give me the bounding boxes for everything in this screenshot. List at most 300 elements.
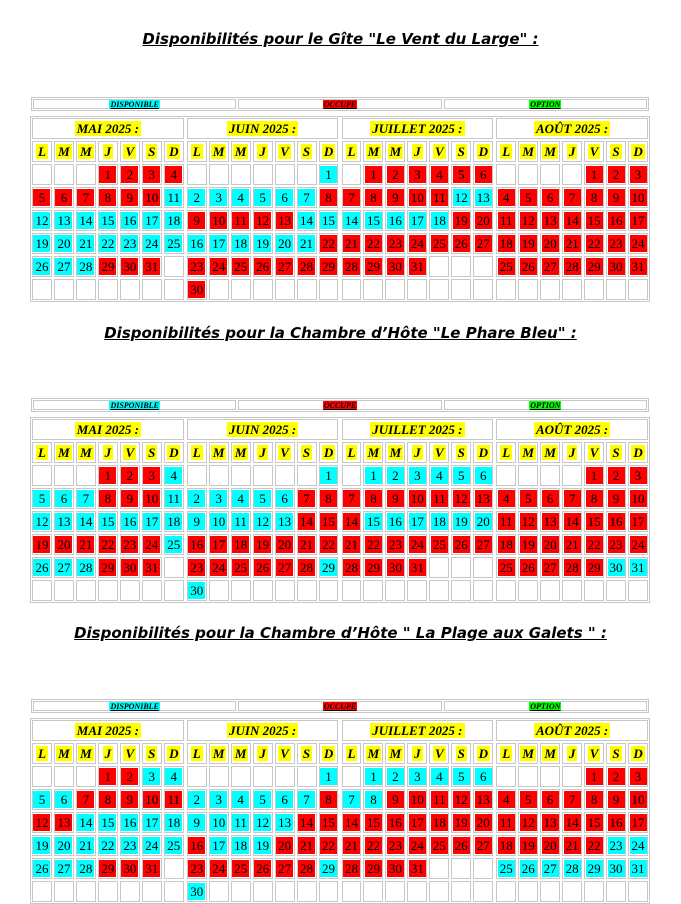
day-booked: 28 [344,259,358,274]
weekday-label: V [280,746,289,761]
day-available: 27 [57,560,71,575]
weekday-label: M [522,144,534,159]
day-cell [54,511,74,532]
day-cell [496,233,516,254]
day-cell [297,210,317,231]
day-available: 5 [254,490,271,507]
weekday-header [518,442,538,463]
day-booked: 7 [343,490,360,507]
day-booked: 30 [609,259,623,274]
day-available: 28 [565,861,579,876]
day-booked: 5 [33,189,50,206]
day-cell [342,557,362,578]
day-cell [496,812,516,833]
weekday-label: M [58,746,70,761]
day-cell [120,488,140,509]
day-cell [540,488,560,509]
day-booked: 1 [99,166,116,183]
day-booked: 11 [498,212,515,229]
day-available: 13 [57,514,71,529]
day-booked: 17 [410,815,424,830]
day-cell [187,812,207,833]
empty-day-cell [385,881,405,902]
day-booked: 22 [587,236,601,251]
empty-day-cell [628,279,648,300]
day-cell [606,766,626,787]
day-cell [518,812,538,833]
weekday-header [451,743,471,764]
day-booked: 3 [143,166,160,183]
day-cell [120,812,140,833]
day-cell [297,789,317,810]
weekday-header [496,141,516,162]
day-booked: 10 [212,213,226,228]
day-booked: 19 [521,537,535,552]
day-booked: 6 [475,166,492,183]
weekday-label: J [104,746,112,761]
day-cell [518,789,538,810]
empty-day-cell [231,766,251,787]
day-cell [429,812,449,833]
weekday-header [385,442,405,463]
weekday-header [562,442,582,463]
day-available: 16 [190,236,204,251]
day-available: 6 [475,768,492,785]
day-cell [164,210,184,231]
day-cell [451,766,471,787]
day-available: 17 [145,213,159,228]
day-cell [209,488,229,509]
day-cell [473,233,493,254]
empty-day-cell [518,465,538,486]
day-cell [385,465,405,486]
day-booked: 18 [432,815,446,830]
section-title: Disponibilités pour la Chambre d’Hôte " La Plage aux Galets " : [74,624,607,642]
weekday-label: L [347,445,356,460]
day-booked: 20 [278,537,292,552]
day-cell [540,812,560,833]
day-available: 8 [365,791,382,808]
legend-option: OPTION [530,99,561,109]
day-cell [473,164,493,185]
day-cell [164,766,184,787]
day-cell [518,835,538,856]
day-available: 18 [234,838,248,853]
weekday-label: M [234,445,247,460]
day-available: 5 [453,467,470,484]
day-available: 29 [322,560,335,575]
day-cell [142,858,162,879]
empty-day-cell [584,881,604,902]
empty-day-cell [451,881,471,902]
empty-day-cell [231,279,251,300]
day-booked: 14 [300,514,314,529]
weekday-label: V [125,746,135,761]
day-cell [76,256,96,277]
day-cell [518,511,538,532]
day-cell [98,187,118,208]
month-header [32,118,184,139]
day-cell [562,534,582,555]
weekday-label: S [148,445,156,460]
month-calendar [187,118,339,300]
weekday-label: S [612,746,620,761]
day-booked: 28 [565,560,579,575]
day-cell [407,164,427,185]
weekday-label: L [347,144,356,159]
day-available: 11 [232,814,249,831]
day-cell [363,766,383,787]
legend-option: OPTION [530,701,561,711]
day-available: 12 [256,514,270,529]
day-cell [253,256,273,277]
day-booked: 13 [543,815,557,830]
day-cell [275,187,295,208]
day-cell [98,511,118,532]
day-cell [319,210,339,231]
weekday-header [606,141,626,162]
empty-day-cell [473,557,493,578]
day-cell [76,210,96,231]
weekday-header [187,743,207,764]
day-cell [76,789,96,810]
day-available: 9 [188,513,205,530]
day-booked: 15 [322,815,335,830]
weekday-header [562,141,582,162]
day-cell [275,233,295,254]
weekday-label: L [38,445,46,460]
day-cell [319,465,339,486]
empty-day-cell [562,465,582,486]
day-booked: 11 [431,189,448,206]
day-available: 2 [387,768,404,785]
legend-booked-cell [238,99,441,109]
day-booked: 22 [101,537,115,552]
day-available: 26 [35,259,49,274]
weekday-label: J [104,144,112,159]
empty-day-cell [496,881,516,902]
day-available: 13 [57,213,71,228]
day-booked: 8 [365,490,382,507]
day-booked: 22 [366,838,380,853]
weekday-header [407,743,427,764]
day-available: 27 [543,861,557,876]
day-cell [187,858,207,879]
day-cell [164,164,184,185]
day-available: 7 [343,791,360,808]
day-available: 13 [476,190,490,205]
day-cell [562,812,582,833]
weekday-label: S [612,445,620,460]
weekday-label: L [192,746,201,761]
day-cell [32,534,52,555]
weekday-label: J [259,445,266,460]
empty-day-cell [275,881,295,902]
day-available: 14 [79,213,93,228]
day-cell [407,233,427,254]
empty-day-cell [451,858,471,879]
weekday-label: M [389,746,402,761]
weekday-label: J [259,746,266,761]
day-booked: 12 [256,213,270,228]
weekday-label: J [414,746,421,761]
day-cell [275,511,295,532]
empty-day-cell [342,766,362,787]
month-calendar [32,419,184,601]
empty-day-cell [54,465,74,486]
day-cell [32,210,52,231]
day-booked: 2 [608,467,625,484]
day-cell [385,256,405,277]
empty-day-cell [496,465,516,486]
day-booked: 10 [410,491,424,506]
day-cell [275,557,295,578]
day-cell [562,789,582,810]
weekday-label: S [457,144,465,159]
month-calendar [187,419,339,601]
empty-day-cell [275,766,295,787]
day-cell [385,835,405,856]
weekday-header [120,442,140,463]
day-cell [164,511,184,532]
day-cell [32,187,52,208]
weekday-header [407,141,427,162]
day-available: 28 [79,560,93,575]
day-available: 21 [79,838,93,853]
day-cell [342,488,362,509]
day-cell [363,233,383,254]
day-booked: 9 [121,490,138,507]
day-cell [606,789,626,810]
day-cell [187,187,207,208]
day-booked: 30 [123,259,137,274]
empty-day-cell [518,580,538,601]
day-cell [496,210,516,231]
day-cell [319,858,339,879]
day-available: 15 [101,815,115,830]
day-available: 22 [101,236,115,251]
day-booked: 8 [99,490,116,507]
day-booked: 29 [322,259,335,274]
day-booked: 7 [564,490,581,507]
day-cell [319,557,339,578]
day-available: 18 [167,514,181,529]
day-cell [584,557,604,578]
day-cell [540,835,560,856]
day-booked: 21 [344,838,358,853]
day-booked: 9 [608,791,625,808]
weekday-label: J [414,144,421,159]
day-available: 15 [101,514,115,529]
empty-day-cell [540,164,560,185]
day-cell [562,511,582,532]
day-available: 17 [212,236,226,251]
day-cell [275,488,295,509]
empty-day-cell [540,580,560,601]
weekday-label: M [80,144,92,159]
legend-option: OPTION [530,400,561,410]
day-booked: 24 [212,861,226,876]
day-cell [562,210,582,231]
weekday-header [275,442,295,463]
empty-day-cell [451,580,471,601]
day-cell [98,789,118,810]
empty-day-cell [164,580,184,601]
day-booked: 16 [190,537,204,552]
weekday-label: D [323,746,334,761]
day-cell [54,789,74,810]
day-cell [407,557,427,578]
empty-day-cell [32,465,52,486]
empty-day-cell [496,164,516,185]
day-cell [187,488,207,509]
day-booked: 14 [565,815,579,830]
day-cell [297,812,317,833]
day-booked: 13 [57,815,71,830]
empty-day-cell [562,164,582,185]
day-cell [209,858,229,879]
weekday-label: M [212,746,225,761]
day-cell [54,233,74,254]
day-booked: 1 [586,768,603,785]
day-cell [407,465,427,486]
day-booked: 23 [388,537,402,552]
day-booked: 18 [499,236,513,251]
day-cell [319,835,339,856]
weekday-header [584,442,604,463]
legend-booked-cell [238,701,441,711]
weekday-header [429,743,449,764]
day-cell [451,233,471,254]
empty-day-cell [342,164,362,185]
month-header [32,720,184,741]
day-cell [319,256,339,277]
day-cell [54,557,74,578]
day-booked: 27 [543,259,557,274]
day-cell [540,233,560,254]
day-cell [76,835,96,856]
weekday-label: D [169,746,179,761]
day-booked: 24 [631,537,645,552]
day-cell [584,835,604,856]
day-booked: 25 [234,560,248,575]
day-booked: 12 [454,792,468,807]
day-cell [32,488,52,509]
empty-day-cell [253,164,273,185]
month-header [496,419,648,440]
day-cell [164,465,184,486]
day-cell [142,557,162,578]
day-available: 3 [210,791,227,808]
day-available: 12 [35,514,49,529]
day-cell [231,534,251,555]
day-available: 18 [234,236,248,251]
day-cell [628,557,648,578]
empty-day-cell [164,858,184,879]
weekday-header [253,743,273,764]
day-cell [606,187,626,208]
weekday-header [76,442,96,463]
month-calendar [32,720,184,902]
empty-day-cell [76,766,96,787]
day-booked: 14 [344,815,358,830]
day-cell [363,210,383,231]
day-cell [385,164,405,185]
day-cell [628,835,648,856]
weekday-header [363,141,383,162]
empty-day-cell [385,580,405,601]
availability-grid [30,417,650,603]
weekday-header [496,743,516,764]
month-label: MAI 2025 : [76,723,139,738]
day-cell [606,557,626,578]
day-booked: 30 [123,861,137,876]
day-booked: 25 [432,236,446,251]
empty-day-cell [54,580,74,601]
day-cell [385,233,405,254]
empty-day-cell [496,279,516,300]
day-cell [606,835,626,856]
day-cell [342,858,362,879]
day-cell [319,488,339,509]
day-cell [540,534,560,555]
day-cell [363,465,383,486]
weekday-label: S [302,445,311,460]
day-booked: 2 [121,768,138,785]
empty-day-cell [32,164,52,185]
day-cell [98,488,118,509]
empty-day-cell [231,580,251,601]
day-booked: 12 [521,213,535,228]
day-cell [187,557,207,578]
empty-day-cell [473,580,493,601]
day-cell [120,858,140,879]
empty-day-cell [518,881,538,902]
day-booked: 23 [609,236,623,251]
day-booked: 2 [608,768,625,785]
day-available: 20 [278,236,292,251]
weekday-header [54,743,74,764]
day-cell [142,766,162,787]
weekday-label: S [302,746,311,761]
day-available: 10 [212,815,226,830]
month-header [187,419,339,440]
empty-day-cell [518,164,538,185]
day-booked: 5 [520,490,537,507]
weekday-header [187,442,207,463]
day-booked: 8 [320,490,337,507]
day-available: 7 [298,189,315,206]
day-booked: 8 [586,490,603,507]
day-available: 24 [145,236,159,251]
day-cell [562,233,582,254]
month-calendar [32,118,184,300]
empty-day-cell [32,580,52,601]
day-cell [407,835,427,856]
day-available: 4 [431,467,448,484]
empty-day-cell [253,465,273,486]
day-booked: 8 [365,189,382,206]
day-cell [584,766,604,787]
day-available: 5 [254,189,271,206]
month-calendar [496,419,648,601]
day-available: 19 [35,236,49,251]
weekday-label: M [544,746,556,761]
day-booked: 26 [454,236,468,251]
day-cell [142,465,162,486]
day-cell [253,534,273,555]
empty-day-cell [297,881,317,902]
